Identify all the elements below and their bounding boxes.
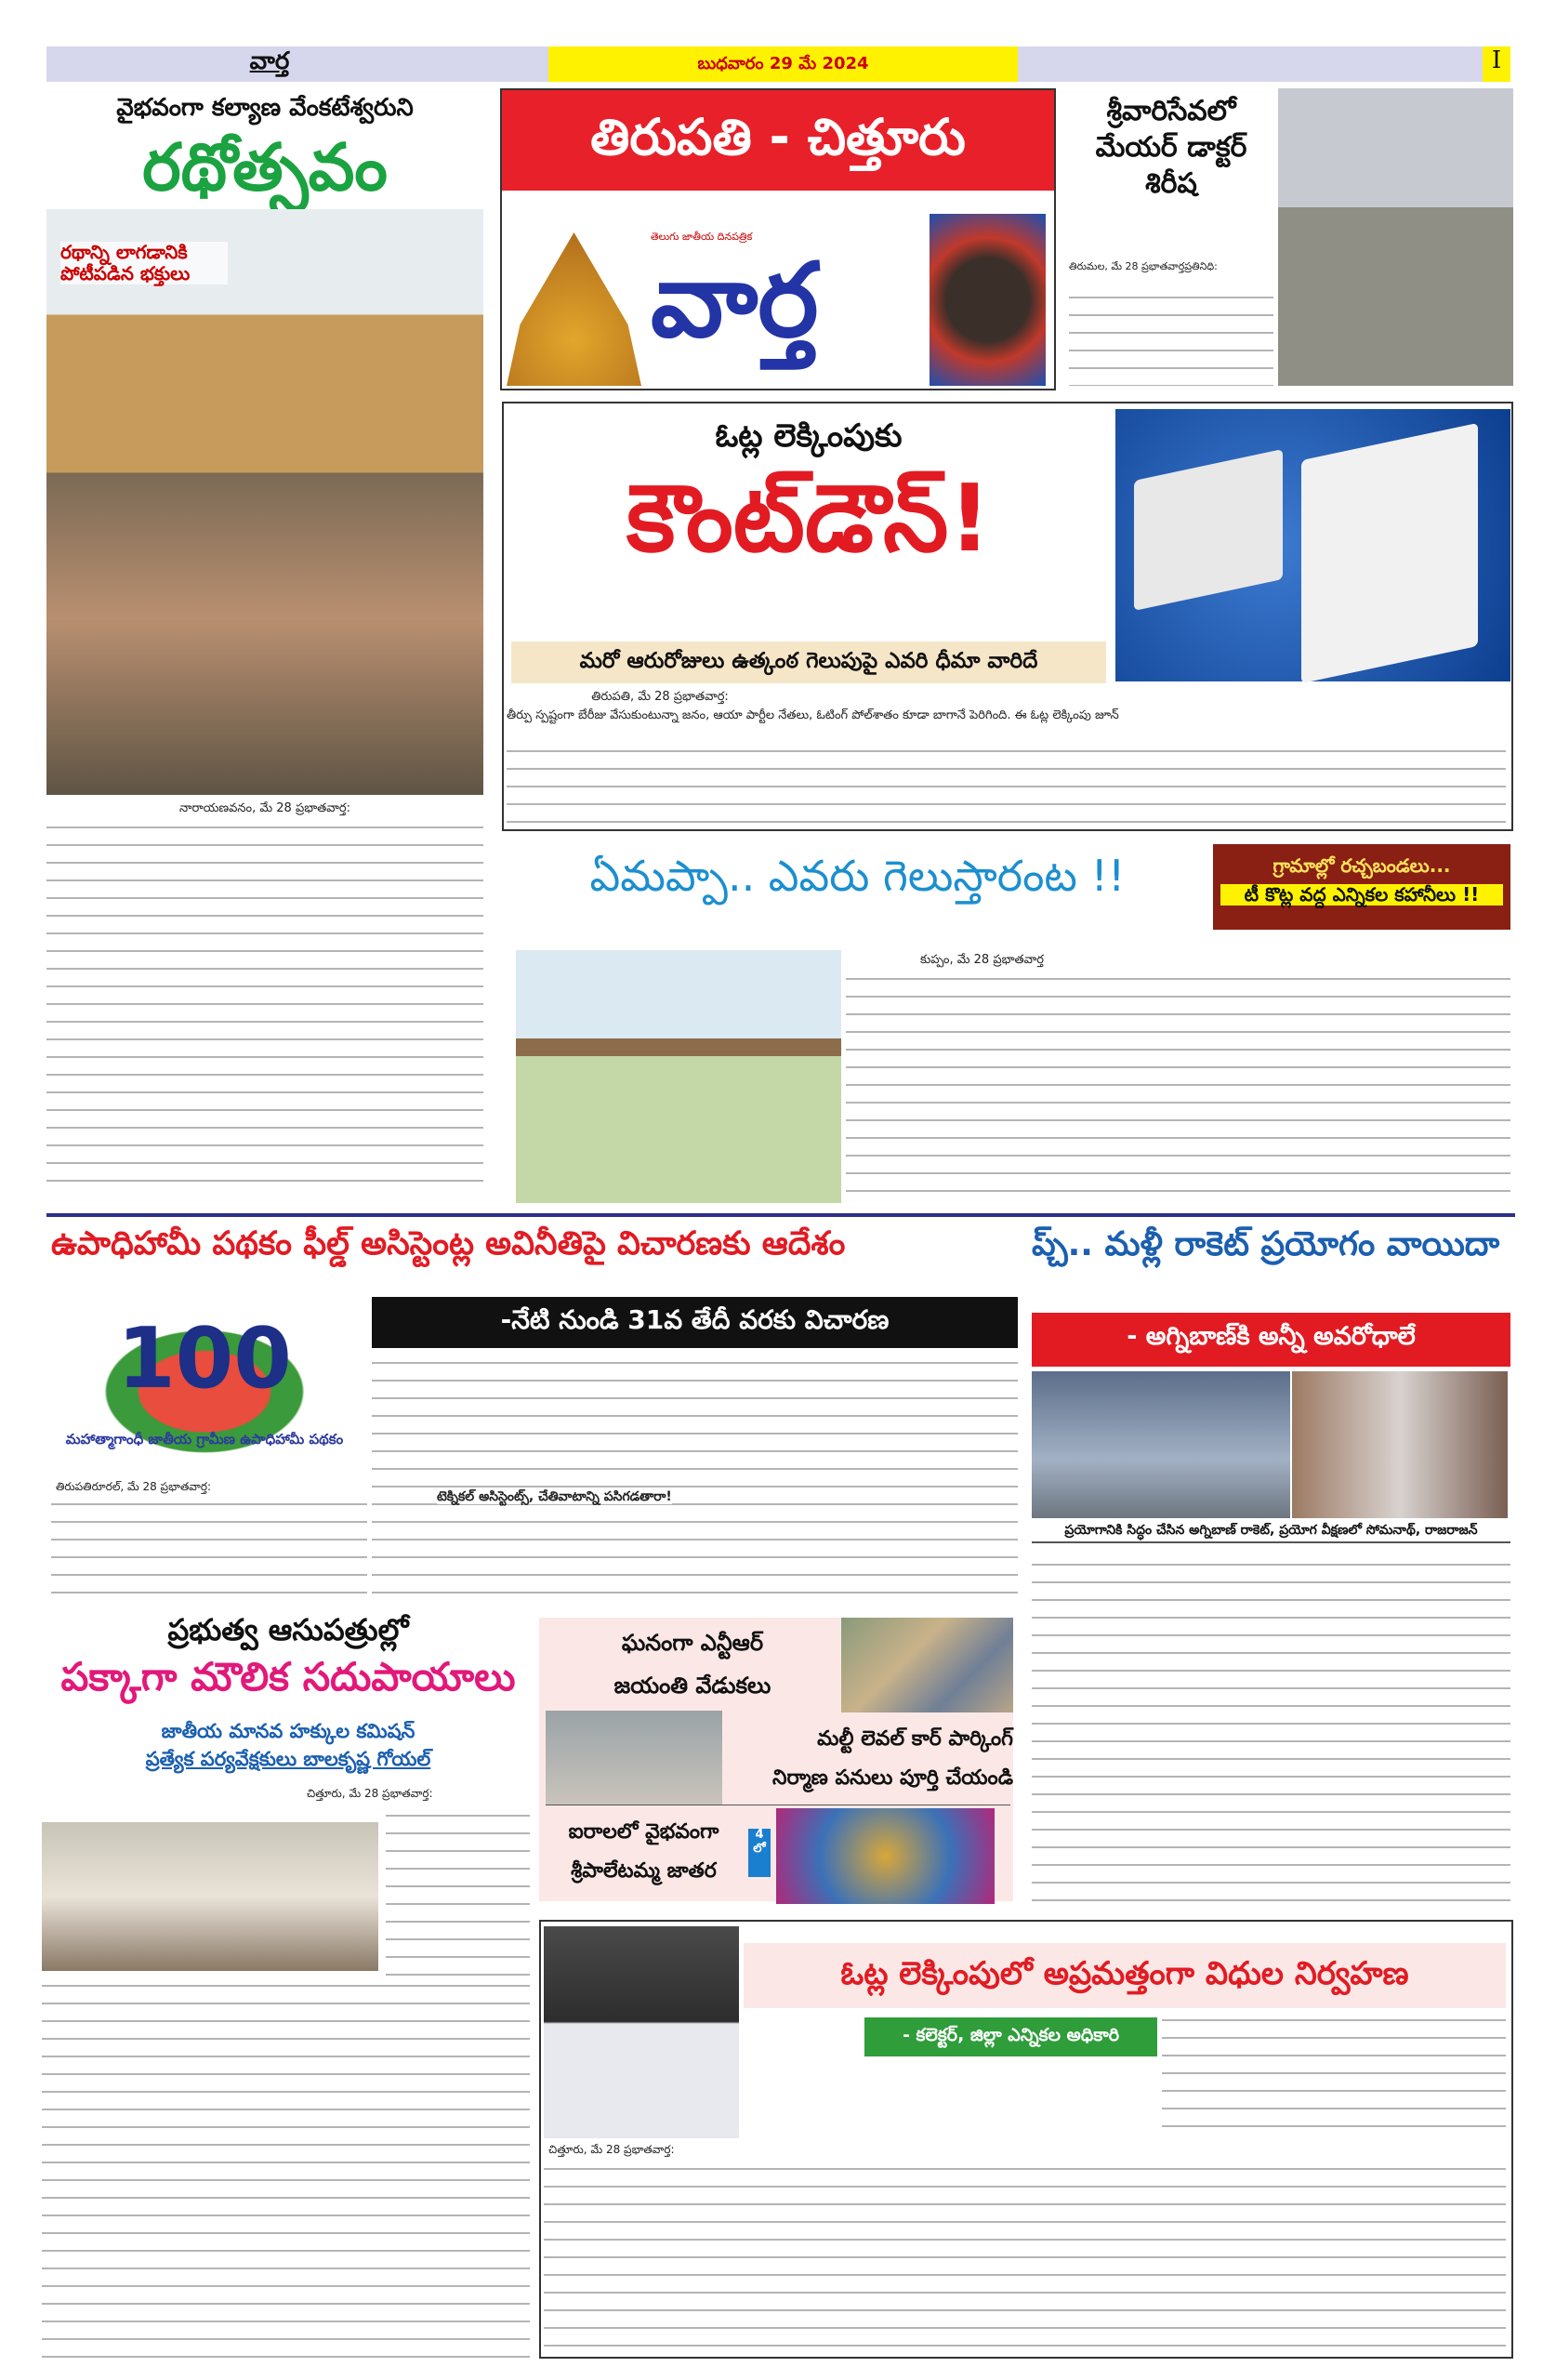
- masthead-logo: వార్త: [651, 241, 819, 360]
- rocket-body: [1032, 1557, 1510, 1901]
- left-dateline: నారాయణవనం, మే 28 ప్రభాతవార్త:: [46, 801, 483, 818]
- brief-ntr-line2: జయంతి వేడుకలు: [613, 1672, 771, 1699]
- mayor-body: [1069, 290, 1273, 386]
- nrega-logo-caption: మహాత్మాగాంధీ జాతీయ గ్రామీణ ఉపాధిహామీ పథకం: [65, 1431, 344, 1448]
- nrega-body: [372, 1355, 1018, 1597]
- village-box-line2: టీ కొట్ల వద్ద ఎన్నికల కహానీలు !!: [1220, 884, 1503, 906]
- brief-ntr: [548, 1622, 837, 1707]
- brief-parking: [730, 1720, 1013, 1798]
- collector-photo: [544, 1926, 739, 2138]
- left-sub: రథాన్ని లాగడానికి పోటీపడిన భక్తులు: [60, 242, 228, 284]
- village-box: [1213, 844, 1510, 930]
- village-body: [846, 972, 1510, 1204]
- hospital-body: [42, 1978, 530, 2360]
- collector-headline: ఓట్ల లెక్కింపులో అప్రమత్తంగా విధుల నిర్వహణ: [744, 1943, 1506, 2008]
- chariot-photo: [46, 209, 483, 795]
- brief-ntr-line1: ఘనంగా ఎన్టీఆర్: [621, 1630, 764, 1656]
- rocket-caption: ప్రయోగానికి సిద్ధం చేసిన అగ్నిబాణ్ రాకెట్, ప్రయోగ వీక్షణలో సోమనాథ్, రాజరాజన్: [1032, 1523, 1510, 1543]
- nrega-logo-number: 100: [117, 1310, 292, 1408]
- village-dateline: కుప్పం, మే 28 ప్రభాతవార్త: [920, 953, 1044, 970]
- page-ref-number: 4: [755, 1828, 764, 1842]
- page-number: I: [1483, 46, 1510, 82]
- deity-icon: [930, 214, 1046, 386]
- ntr-photo: [841, 1618, 1013, 1712]
- counting-sub: మరో ఆరురోజులు ఉత్కంఠ గెలుపుపై ఎవరి ధీమా వారిదే: [511, 641, 1106, 683]
- left-body: [46, 820, 483, 1183]
- brief-parking-line2: నిర్మాణ పనులు పూర్తి చేయండి: [772, 1765, 1013, 1790]
- nrega-dateline: తిరుపతిరూరల్, మే 28 ప్రభాతవార్త:: [56, 1480, 211, 1496]
- nrega-bar: -నేటి నుండి 31వ తేదీ వరకు విచారణ: [372, 1297, 1018, 1348]
- rocket-photo: [1032, 1371, 1290, 1518]
- collector-body-top: [1162, 2013, 1506, 2143]
- page-ref-label: లో: [753, 1841, 766, 1856]
- evm-ballot-unit: [1301, 423, 1478, 683]
- left-headline: రథోత్సవం: [142, 129, 388, 205]
- rocket-headline: ప్చ్.. మళ్లీ రాకెట్ ప్రయోగం వాయిదా: [1032, 1225, 1500, 1263]
- collector-bar: - కలెక్టర్, జిల్లా ఎన్నికల అధికారి: [864, 2017, 1157, 2056]
- hospital-headline: పక్కాగా మౌలిక సదుపాయాలు: [60, 1654, 516, 1699]
- village-box-line1: గ్రామాల్లో రచ్చబండలు...: [1272, 854, 1451, 877]
- scientists-photo: [1292, 1371, 1508, 1518]
- counting-dateline: తిరుపతి, మే 28 ప్రభాతవార్త:: [507, 690, 813, 707]
- mayor-headline: శ్రీవారిసేవలో మేయర్ డాక్టర్ శిరీష: [1095, 95, 1247, 200]
- hospital-dateline: చిత్తూరు, మే 28 ప్రభాతవార్త:: [307, 1787, 433, 1803]
- mayor-dateline: తిరుమల, మే 28 ప్రభాతవార్తప్రతినిధి:: [1069, 260, 1273, 275]
- counting-body: [507, 744, 1506, 827]
- page-ref-badge[interactable]: [748, 1829, 771, 1877]
- counting-headline: కౌంట్‌డౌన్!: [626, 464, 991, 573]
- brief-jatara-line2: శ్రీపాలేటమ్మ జాతర: [571, 1858, 717, 1883]
- collector-body: [544, 2162, 1506, 2352]
- nrega-subhead: టెక్నికల్ అసిస్టెంట్స్, చేతివాటాన్ని పసిగడతారా!: [437, 1489, 672, 1504]
- hospital-body-right: [386, 1808, 530, 1976]
- header-logo: వార్త: [249, 47, 290, 75]
- mayor-photo: [1278, 88, 1513, 386]
- jatara-photo: [776, 1808, 995, 1904]
- brief-parking-line1: మల్టీ లెవల్ కార్ పార్కింగ్: [817, 1727, 1013, 1751]
- brief-jatara-line1: ఐరాలలో వైభవంగా: [568, 1820, 719, 1844]
- brief-jatara: [544, 1813, 744, 1891]
- counting-lead: తీర్పు స్పష్టంగా బేరీజు వేసుకుంటున్నా జనం, ఆయా పార్టీల నేతలు, ఓటింగ్ పోల్‌శాతం కూడా బాగానే పెరిగింది. ఈ ఓట్ల లెక్కింపు జూన్: [507, 708, 1506, 725]
- village-headline: ఏమప్పా.. ఎవరు గెలుస్తారంట !!: [589, 851, 1126, 901]
- hospital-kicker: ప్రభుత్వ ఆసుపత్రుల్లో: [167, 1612, 409, 1647]
- nrega-headline: ఉపాధిహామీ పథకం ఫీల్డ్ అసిస్టెంట్ల అవినీతిపై విచారణకు ఆదేశం: [51, 1225, 846, 1263]
- issue-date: బుధవారం 29 మే 2024: [697, 54, 869, 73]
- region-title: తిరుపతి - చిత్తూరు: [502, 90, 1054, 191]
- tagline: తెలుగు జాతీయ దినపత్రిక: [651, 231, 753, 243]
- nrega-body-left: [51, 1497, 367, 1597]
- collector-dateline: చిత్తూరు, మే 28 ప్రభాతవార్త:: [548, 2143, 675, 2159]
- parking-photo: [546, 1711, 722, 1805]
- section-divider: [46, 1213, 1515, 1217]
- rocket-bar: - అగ్నిబాణ్‌కి అన్నీ అవరోధాలే: [1032, 1313, 1510, 1367]
- hospital-photo: [42, 1822, 378, 1971]
- counting-kicker: ఓట్ల లెక్కింపుకు: [715, 417, 903, 455]
- hospital-sub1: జాతీయ మానవ హక్కుల కమిషన్: [161, 1720, 415, 1742]
- left-kicker: వైభవంగా కల్యాణ వేంకటేశ్వరుని: [116, 94, 414, 122]
- village-illustration: [516, 950, 841, 1203]
- hospital-sub2: ప్రత్యేక పర్యవేక్షకులు బాలకృష్ణ గోయల్: [145, 1748, 431, 1770]
